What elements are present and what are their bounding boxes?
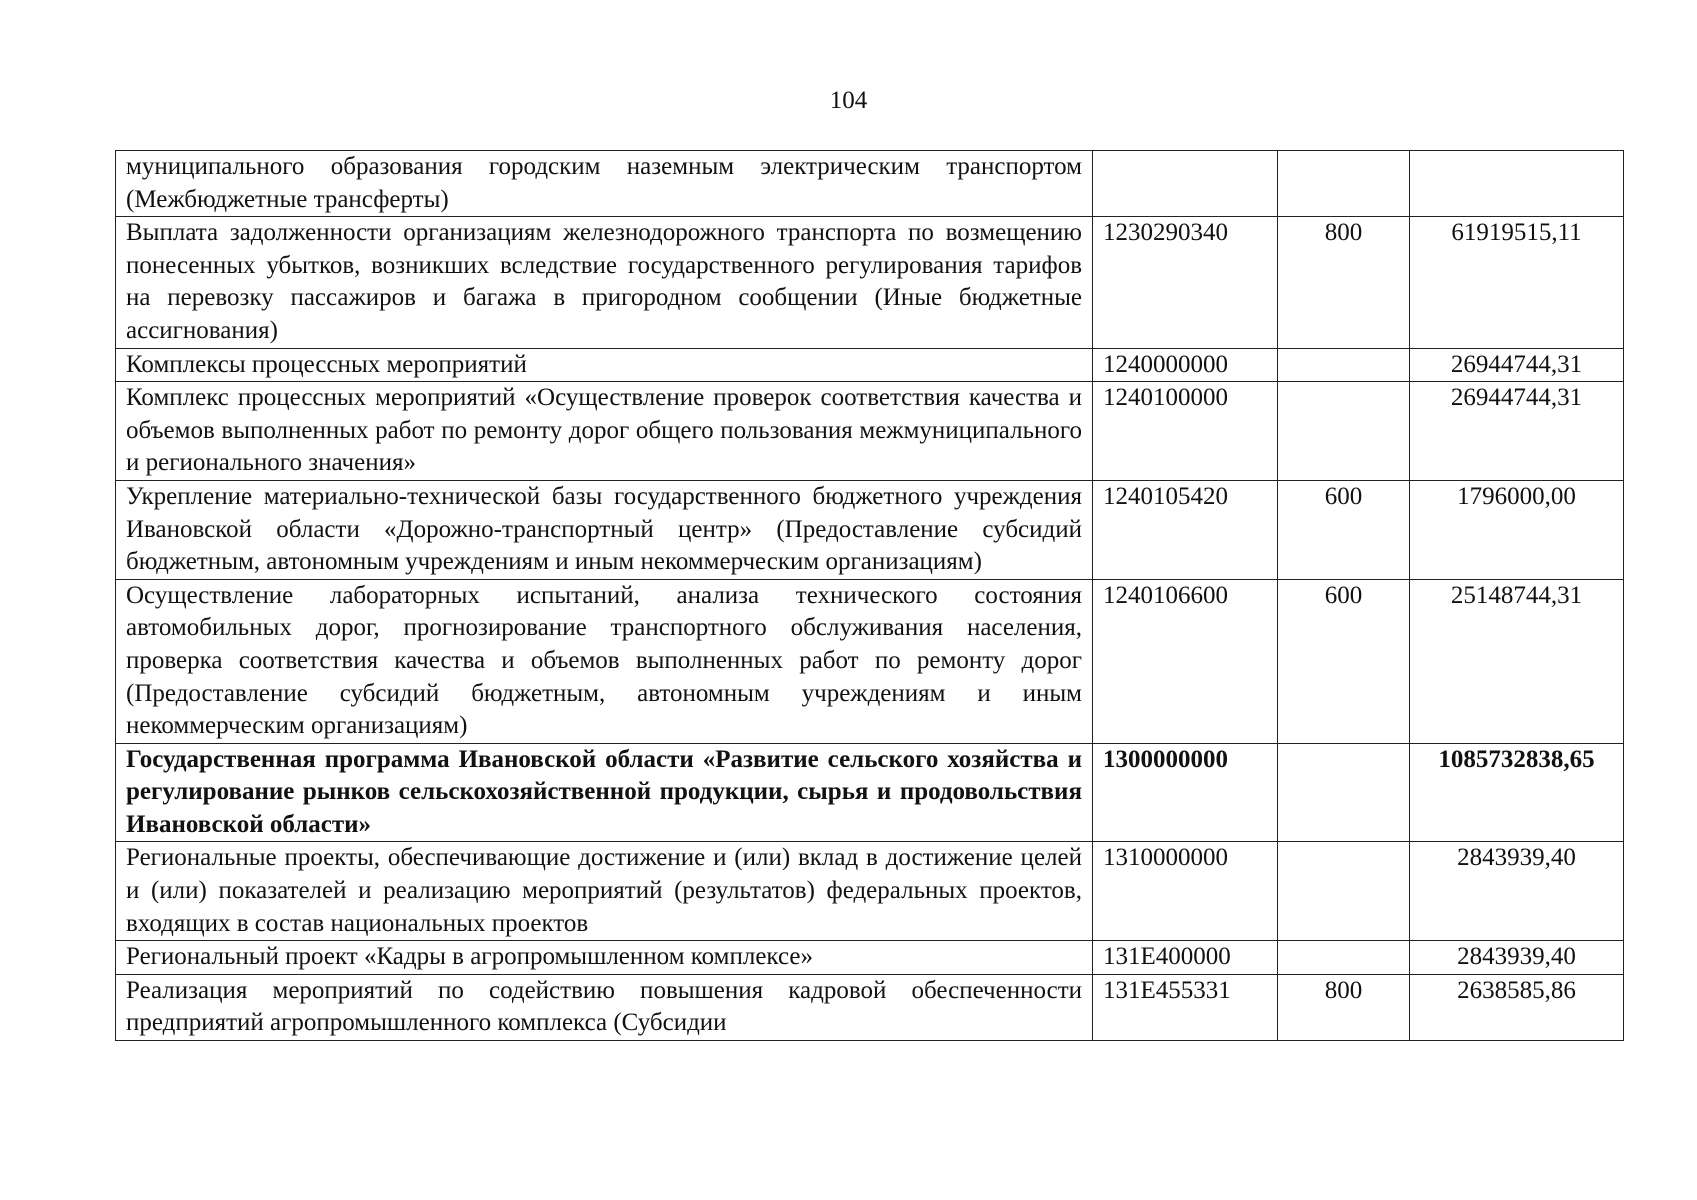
row-name: Укрепление материально-технической базы государственного бюджетного учреждения Ивановской области «Дорожно-транспортный центр» (Предоставление субсидий бюджетным, автономным учреждениям и иным некоммерческим организациям): [116, 480, 1093, 579]
row-target-code: [1093, 151, 1278, 217]
row-name: Реализация мероприятий по содействию повышения кадровой обеспеченности предприятий агропромышленного комплекса (Субсидии: [116, 974, 1093, 1040]
page-number: 104: [829, 87, 868, 114]
row-amount: 26944744,31: [1410, 382, 1624, 481]
row-target-code: 1240000000: [1093, 348, 1278, 382]
table-row: [116, 348, 1624, 382]
row-expense-type: 800: [1278, 974, 1410, 1040]
row-amount: 61919515,11: [1410, 217, 1624, 348]
row-expense-type: [1278, 348, 1410, 382]
row-expense-type: [1278, 941, 1410, 975]
table-row: [116, 217, 1624, 348]
row-amount: 25148744,31: [1410, 579, 1624, 743]
row-target-code: 1310000000: [1093, 842, 1278, 941]
row-expense-type: [1278, 842, 1410, 941]
row-name: Государственная программа Ивановской области «Развитие сельского хозяйства и регулирование рынков сельскохозяйственной продукции, сырья и продовольствия Ивановской области»: [116, 743, 1093, 842]
row-amount: 2638585,86: [1410, 974, 1624, 1040]
row-expense-type: [1278, 743, 1410, 842]
table-row: [116, 974, 1624, 1040]
row-target-code: 1300000000: [1093, 743, 1278, 842]
row-amount: 26944744,31: [1410, 348, 1624, 382]
row-target-code: 1240100000: [1093, 382, 1278, 481]
row-target-code: 1240105420: [1093, 480, 1278, 579]
table-row: [116, 579, 1624, 743]
table-row: [116, 382, 1624, 481]
table-row: [116, 480, 1624, 579]
row-expense-type: [1278, 151, 1410, 217]
row-expense-type: 600: [1278, 579, 1410, 743]
row-target-code: 131Е455331: [1093, 974, 1278, 1040]
row-name: муниципального образования городским наземным электрическим транспортом (Межбюджетные трансферты): [116, 151, 1093, 217]
row-amount: 1085732838,65: [1410, 743, 1624, 842]
row-expense-type: [1278, 382, 1410, 481]
row-name: Комплекс процессных мероприятий «Осуществление проверок соответствия качества и объемов выполненных работ по ремонту дорог общего пользования межмуниципального и регионального значения»: [116, 382, 1093, 481]
row-name: Комплексы процессных мероприятий: [116, 348, 1093, 382]
row-name: Осуществление лабораторных испытаний, анализа технического состояния автомобильных дорог, прогнозирование транспортного обслуживания населения, проверка соответствия качества и объемов выполненных работ по ремонту дорог (Предоставление субсидий бюджетным, автономным учреждениям и иным некоммерческим организациям): [116, 579, 1093, 743]
table-row: [116, 842, 1624, 941]
row-name: Региональные проекты, обеспечивающие достижение и (или) вклад в достижение целей и (или) показателей и реализацию мероприятий (результатов) федеральных проектов, входящих в состав национальных проектов: [116, 842, 1093, 941]
row-amount: [1410, 151, 1624, 217]
budget-table: [115, 150, 1624, 1041]
row-name: Региональный проект «Кадры в агропромышленном комплексе»: [116, 941, 1093, 975]
row-name: Выплата задолженности организациям железнодорожного транспорта по возмещению понесенных убытков, возникших вследствие государственного регулирования тарифов на перевозку пассажиров и багажа в пригородном сообщении (Иные бюджетные ассигнования): [116, 217, 1093, 348]
table-row: [116, 941, 1624, 975]
row-expense-type: 600: [1278, 480, 1410, 579]
table-row-program: [116, 743, 1624, 842]
row-amount: 1796000,00: [1410, 480, 1624, 579]
row-expense-type: 800: [1278, 217, 1410, 348]
table-row: [116, 151, 1624, 217]
row-target-code: 131Е400000: [1093, 941, 1278, 975]
row-amount: 2843939,40: [1410, 842, 1624, 941]
row-target-code: 1240106600: [1093, 579, 1278, 743]
row-amount: 2843939,40: [1410, 941, 1624, 975]
row-target-code: 1230290340: [1093, 217, 1278, 348]
